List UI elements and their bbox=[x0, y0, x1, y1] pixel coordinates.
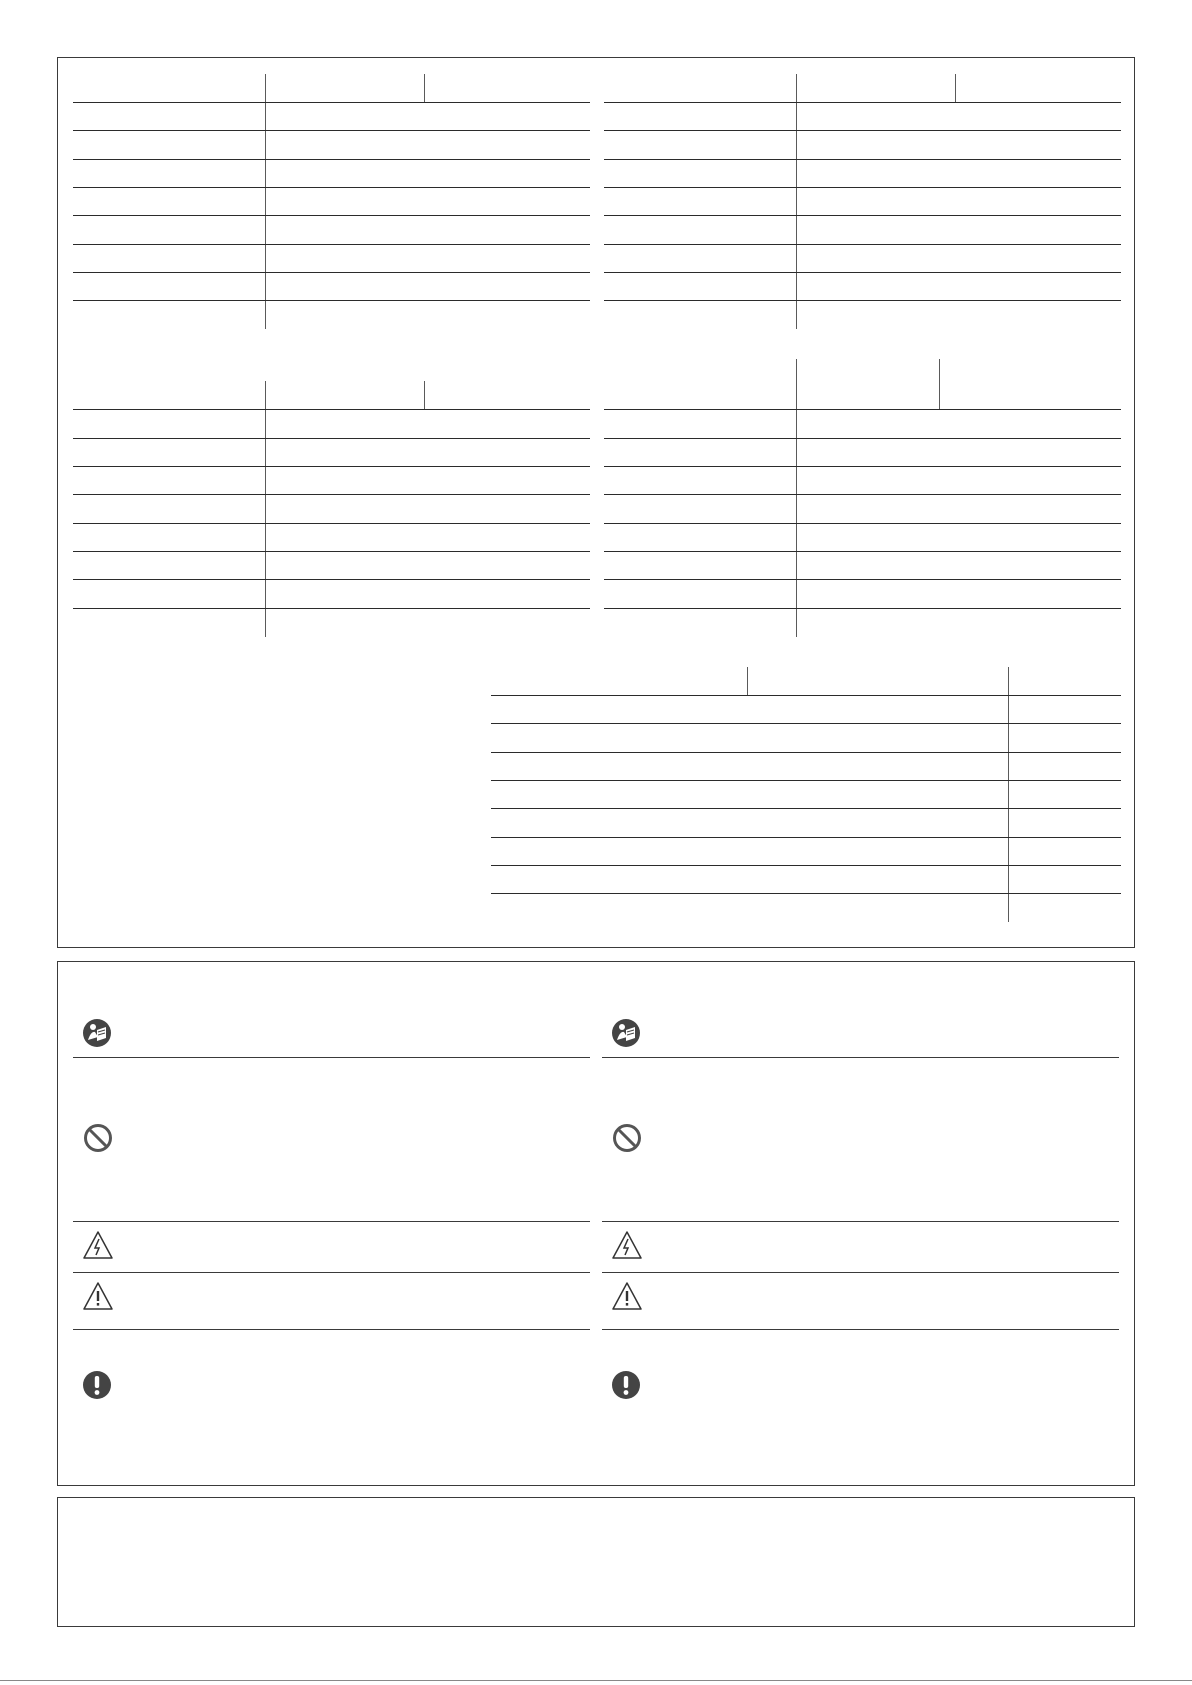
row-line bbox=[73, 215, 590, 216]
safety-rule bbox=[73, 1272, 590, 1273]
general-warning-icon bbox=[82, 1281, 114, 1311]
row-line bbox=[604, 608, 1121, 609]
prohibition-icon bbox=[83, 1123, 113, 1153]
row-line bbox=[73, 102, 590, 103]
row-line bbox=[491, 695, 1121, 696]
row-line bbox=[604, 187, 1121, 188]
row-line bbox=[73, 551, 590, 552]
row-line bbox=[73, 130, 590, 131]
row-line bbox=[73, 438, 590, 439]
row-line bbox=[604, 438, 1121, 439]
column-divider bbox=[424, 381, 425, 409]
read-manual-icon bbox=[82, 1018, 112, 1048]
row-line bbox=[604, 244, 1121, 245]
row-line bbox=[73, 187, 590, 188]
row-line bbox=[604, 579, 1121, 580]
row-line bbox=[73, 494, 590, 495]
row-line bbox=[604, 494, 1121, 495]
row-line bbox=[73, 244, 590, 245]
column-divider bbox=[265, 74, 266, 329]
prohibition-icon bbox=[612, 1123, 642, 1153]
row-line bbox=[73, 523, 590, 524]
general-warning-icon bbox=[611, 1281, 643, 1311]
row-line bbox=[604, 466, 1121, 467]
table-bottom bbox=[491, 667, 1121, 922]
footer-note-panel bbox=[57, 1497, 1135, 1627]
row-line bbox=[491, 893, 1121, 894]
row-line bbox=[604, 523, 1121, 524]
safety-rule bbox=[73, 1221, 590, 1222]
row-line bbox=[73, 272, 590, 273]
safety-rule bbox=[602, 1329, 1119, 1330]
row-line bbox=[604, 551, 1121, 552]
read-manual-icon bbox=[611, 1018, 641, 1048]
safety-rule bbox=[73, 1329, 590, 1330]
safety-rule bbox=[602, 1272, 1119, 1273]
page-bottom-rule bbox=[0, 1680, 1192, 1681]
row-line bbox=[604, 130, 1121, 131]
row-line bbox=[73, 579, 590, 580]
row-line bbox=[604, 409, 1121, 410]
safety-rule bbox=[602, 1221, 1119, 1222]
electric-shock-warning-icon bbox=[611, 1230, 643, 1260]
row-line bbox=[604, 102, 1121, 103]
column-divider bbox=[796, 359, 797, 637]
column-divider bbox=[747, 667, 748, 695]
safety-rule bbox=[602, 1057, 1119, 1058]
row-line bbox=[73, 300, 590, 301]
spec-tables-panel bbox=[57, 57, 1135, 948]
table-mid-right bbox=[604, 359, 1121, 637]
column-divider bbox=[424, 74, 425, 102]
mandatory-action-icon bbox=[611, 1370, 641, 1400]
row-line bbox=[491, 865, 1121, 866]
row-line bbox=[604, 272, 1121, 273]
row-line bbox=[73, 466, 590, 467]
mandatory-action-icon bbox=[82, 1370, 112, 1400]
safety-column-left bbox=[73, 962, 590, 1487]
row-line bbox=[604, 159, 1121, 160]
column-divider bbox=[796, 74, 797, 329]
column-divider bbox=[265, 381, 266, 637]
electric-shock-warning-icon bbox=[82, 1230, 114, 1260]
row-line bbox=[73, 159, 590, 160]
row-line bbox=[73, 608, 590, 609]
safety-rule bbox=[73, 1057, 590, 1058]
safety-panel bbox=[57, 961, 1135, 1486]
row-line bbox=[491, 808, 1121, 809]
safety-column-right bbox=[602, 962, 1119, 1487]
table-top-left bbox=[73, 74, 590, 329]
row-line bbox=[491, 723, 1121, 724]
row-line bbox=[491, 752, 1121, 753]
row-line bbox=[604, 215, 1121, 216]
row-line bbox=[73, 409, 590, 410]
column-divider bbox=[955, 74, 956, 102]
table-mid-left bbox=[73, 381, 590, 637]
row-line bbox=[604, 300, 1121, 301]
column-divider bbox=[1008, 667, 1009, 922]
column-divider bbox=[939, 359, 940, 409]
row-line bbox=[491, 780, 1121, 781]
row-line bbox=[491, 837, 1121, 838]
table-top-right bbox=[604, 74, 1121, 329]
